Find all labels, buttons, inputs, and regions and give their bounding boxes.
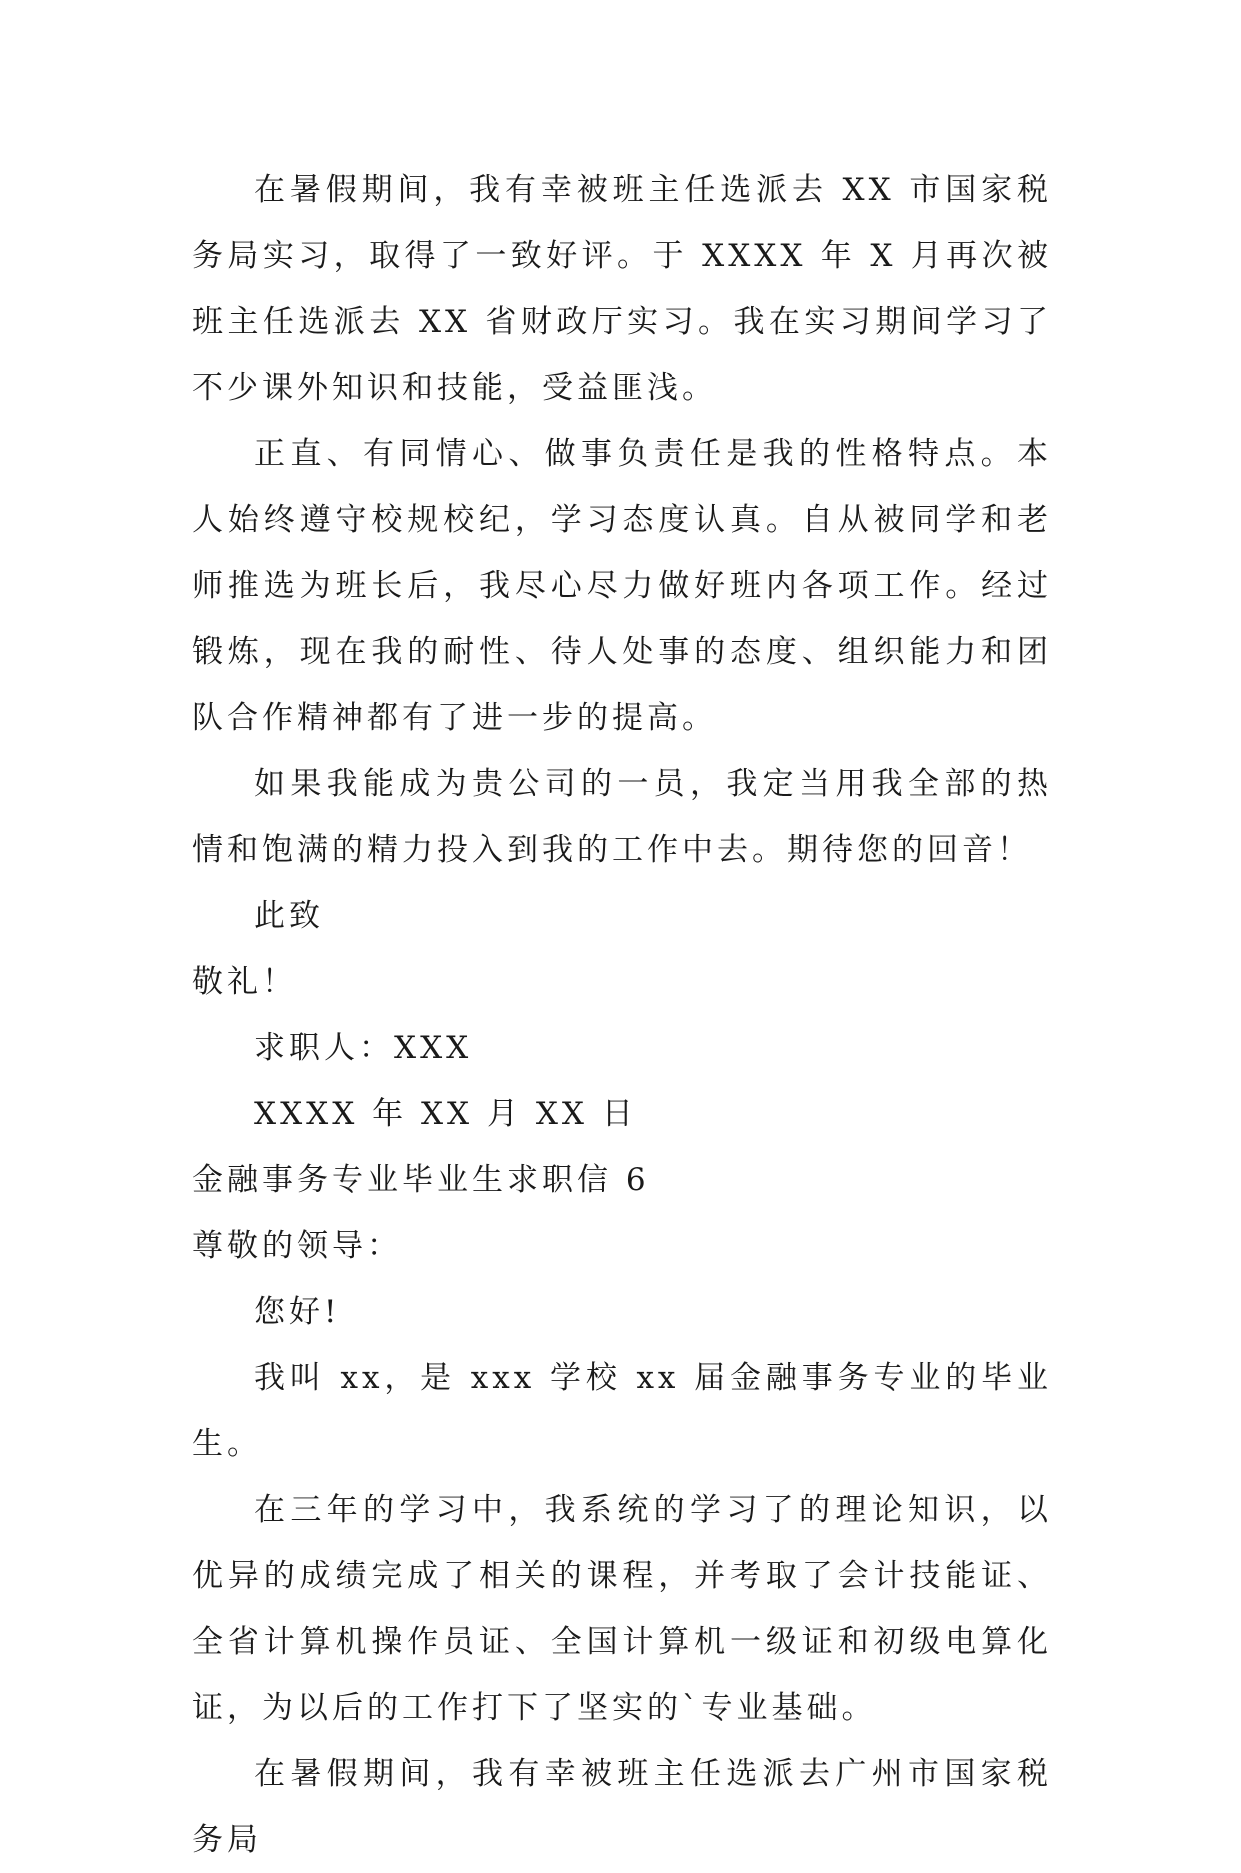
signature-date: XXXX 年 XX 月 XX 日	[254, 1096, 637, 1132]
letter-body	[192, 157, 1052, 1873]
paragraph-personality: 正直、有同情心、做事负责任是我的性格特点。本人始终遵守校规校纪，学习态度认真。自从被同学和老师推选为班长后，我尽心尽力做好班内各项工作。经过锻炼，现在我的耐性、待人处事的态度、组织能力和团队合作精神都有了进一步的提高。	[192, 436, 1052, 736]
salutation-cizhi: 此致	[254, 898, 324, 934]
section-title: 金融事务专业毕业生求职信 6	[192, 1162, 650, 1198]
greeting-hello: 您好!	[254, 1294, 341, 1330]
greeting-recipient: 尊敬的领导：	[192, 1228, 402, 1264]
signature-applicant: 求职人：XXX	[254, 1030, 473, 1066]
paragraph-internship-guangzhou: 在暑假期间，我有幸被班主任选派去广州市国家税务局	[192, 1756, 1052, 1858]
salutation-jingli: 敬礼！	[192, 964, 297, 1000]
paragraph-closing-hope: 如果我能成为贵公司的一员，我定当用我全部的热情和饱满的精力投入到我的工作中去。期待您的回音！	[192, 766, 1052, 868]
paragraph-internship-xx: 在暑假期间，我有幸被班主任选派去 XX 市国家税务局实习，取得了一致好评。于 XXXX 年 X 月再次被班主任选派去 XX 省财政厅实习。我在实习期间学习了不少课外知识和技能，受益匪浅。	[192, 172, 1052, 406]
paragraph-study: 在三年的学习中，我系统的学习了的理论知识，以优异的成绩完成了相关的课程，并考取了会计技能证、全省计算机操作员证、全国计算机一级证和初级电算化证，为以后的工作打下了坚实的`专业基础。	[192, 1492, 1052, 1726]
paragraph-intro: 我叫 xx，是 xxx 学校 xx 届金融事务专业的毕业生。	[192, 1360, 1052, 1462]
